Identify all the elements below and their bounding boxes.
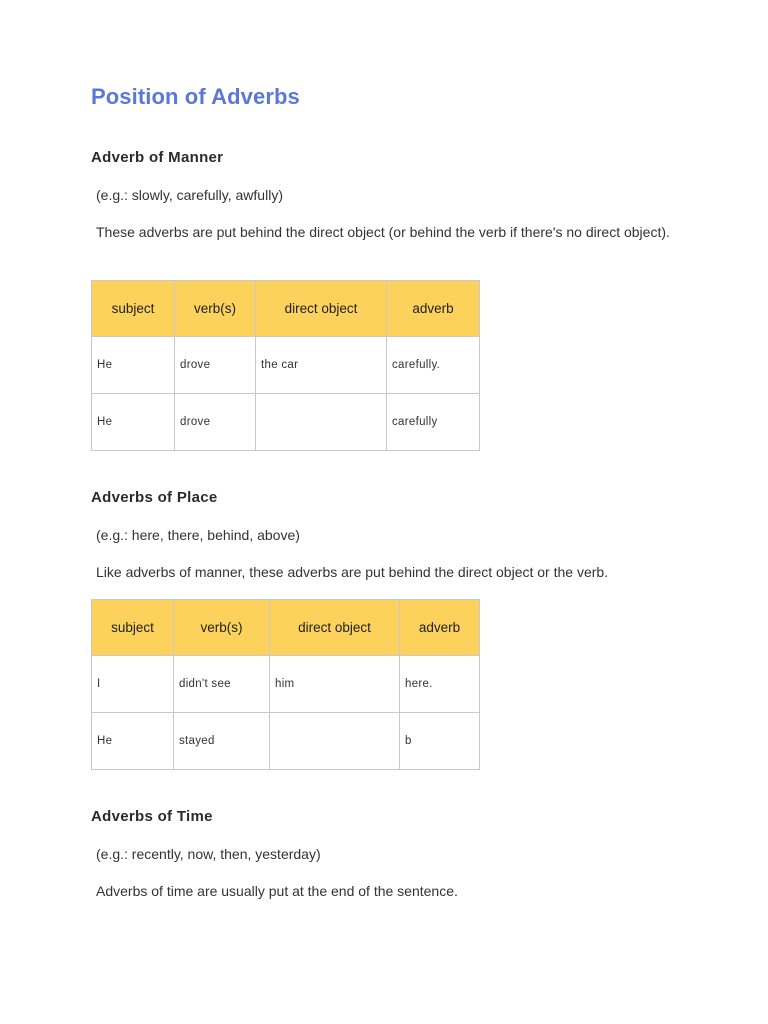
- cell-adverb: b: [400, 713, 480, 770]
- cell-direct-object: [256, 394, 387, 451]
- cell-subject: I: [92, 656, 174, 713]
- column-header-adverb: adverb: [387, 281, 480, 337]
- cell-subject: He: [92, 337, 175, 394]
- column-header-subject: subject: [92, 281, 175, 337]
- examples-time: (e.g.: recently, now, then, yesterday): [96, 846, 321, 862]
- column-header-direct-object: direct object: [256, 281, 387, 337]
- description-time: Adverbs of time are usually put at the end of the sentence.: [96, 883, 458, 899]
- cell-verbs: drove: [175, 337, 256, 394]
- cell-adverb: carefully: [387, 394, 480, 451]
- column-header-subject: subject: [92, 600, 174, 656]
- column-header-adverb: adverb: [400, 600, 480, 656]
- table-manner: [91, 280, 480, 451]
- table-row: [92, 713, 480, 770]
- cell-adverb: here.: [400, 656, 480, 713]
- cell-subject: He: [92, 394, 175, 451]
- page-title: Position of Adverbs: [91, 84, 300, 109]
- cell-direct-object: [270, 713, 400, 770]
- cell-verbs: didn't see: [174, 656, 270, 713]
- cell-adverb: carefully.: [387, 337, 480, 394]
- column-header-direct-object: direct object: [270, 600, 400, 656]
- table-row: [92, 337, 480, 394]
- table-row: [92, 394, 480, 451]
- table-row: [92, 656, 480, 713]
- section-heading-place: Adverbs of Place: [91, 489, 218, 506]
- description-manner: These adverbs are put behind the direct object (or behind the verb if there's no direct object).: [96, 224, 670, 240]
- table-header-row: [92, 600, 480, 656]
- cell-verbs: stayed: [174, 713, 270, 770]
- description-place: Like adverbs of manner, these adverbs are put behind the direct object or the verb.: [96, 564, 609, 580]
- table-header-row: [92, 281, 480, 337]
- column-header-verbs: verb(s): [174, 600, 270, 656]
- cell-subject: He: [92, 713, 174, 770]
- cell-direct-object: him: [270, 656, 400, 713]
- examples-manner: (e.g.: slowly, carefully, awfully): [96, 187, 283, 203]
- section-heading-time: Adverbs of Time: [91, 808, 213, 825]
- table-place: [91, 599, 480, 770]
- examples-place: (e.g.: here, there, behind, above): [96, 527, 300, 543]
- cell-direct-object: the car: [256, 337, 387, 394]
- cell-verbs: drove: [175, 394, 256, 451]
- section-heading-manner: Adverb of Manner: [91, 149, 224, 166]
- column-header-verbs: verb(s): [175, 281, 256, 337]
